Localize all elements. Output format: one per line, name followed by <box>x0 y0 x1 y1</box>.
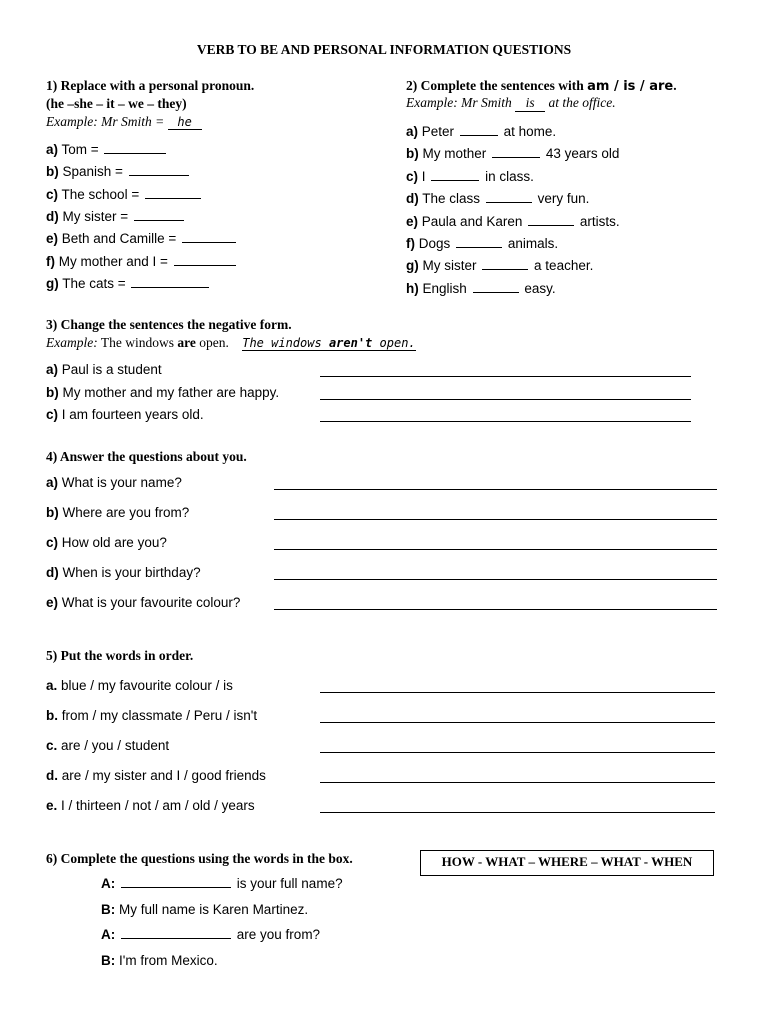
dialogue-text: are you from? <box>236 927 321 943</box>
example-answer <box>242 336 415 351</box>
question-item <box>46 505 189 520</box>
item-text-before: My mother <box>422 146 487 162</box>
item-letter: h) <box>406 280 419 296</box>
question-item <box>46 475 182 490</box>
item-text: Tom = <box>61 142 99 157</box>
item-text: blue / my favourite colour / is <box>61 678 233 693</box>
verb-item <box>406 214 620 229</box>
item-letter: d. <box>46 768 58 783</box>
verb-item <box>406 191 589 206</box>
item-text-before: Paula and Karen <box>421 213 523 229</box>
section-5-heading: 5) Put the words in order. <box>46 648 194 663</box>
example-answer: he <box>168 115 202 130</box>
item-letter: d) <box>406 191 419 207</box>
answer-line[interactable] <box>320 376 691 377</box>
answer-line[interactable] <box>320 782 715 783</box>
item-text: I am fourteen years old. <box>61 407 204 423</box>
item-text-after: very fun. <box>537 191 590 207</box>
item-letter: c) <box>46 186 59 202</box>
example-answer-a: The windows <box>242 336 329 350</box>
section-4-heading: 4) Answer the questions about you. <box>46 449 247 464</box>
speaker-label: B: <box>101 901 116 917</box>
answer-blank[interactable] <box>456 236 502 248</box>
item-text: The school = <box>61 186 140 202</box>
item-text: Spanish = <box>62 164 123 180</box>
pronoun-item <box>46 254 238 269</box>
item-text-after: 43 years old <box>545 146 620 162</box>
item-text-before: Peter <box>421 124 455 139</box>
answer-line[interactable] <box>320 399 691 400</box>
verb-item <box>406 281 556 296</box>
section-6-heading: 6) Complete the questions using the words in the box. <box>46 851 353 866</box>
item-letter: e) <box>46 231 59 247</box>
item-letter: d) <box>46 565 59 580</box>
item-letter: f) <box>406 236 415 251</box>
answer-blank[interactable] <box>131 276 209 288</box>
item-letter: a) <box>406 124 419 139</box>
answer-line[interactable] <box>320 692 715 693</box>
item-text: What is your favourite colour? <box>61 595 241 610</box>
item-text-after: a teacher. <box>534 258 594 274</box>
answer-blank[interactable] <box>134 209 184 221</box>
question-item <box>46 535 167 550</box>
example-text-a: The windows <box>97 335 178 350</box>
pronoun-item <box>46 164 191 179</box>
answer-blank[interactable] <box>104 142 166 154</box>
item-letter: a) <box>46 142 59 157</box>
answer-line[interactable] <box>274 549 717 550</box>
item-letter: c) <box>46 535 59 550</box>
order-item <box>46 738 169 753</box>
dialogue-text: is your full name? <box>236 876 343 891</box>
heading-words: am / is / are <box>587 79 674 94</box>
answer-line[interactable] <box>320 421 691 422</box>
pronoun-item <box>46 276 211 291</box>
item-text-before: The class <box>422 191 481 207</box>
example-text-b: at the office. <box>545 95 616 110</box>
answer-line[interactable] <box>320 722 715 723</box>
item-text: I / thirteen / not / am / old / years <box>61 798 255 813</box>
verb-item <box>406 124 556 139</box>
speaker-label: B: <box>101 953 116 969</box>
item-text-before: Dogs <box>418 236 451 251</box>
item-text-before: English <box>422 280 467 296</box>
answer-line[interactable] <box>320 812 715 813</box>
example-answer-b: open. <box>372 336 416 350</box>
section-1-pronouns: (he –she – it – we – they) <box>46 96 187 111</box>
pronoun-item <box>46 187 203 202</box>
answer-blank[interactable] <box>121 927 231 939</box>
page-title: VERB TO BE AND PERSONAL INFORMATION QUESTIONS <box>196 42 572 57</box>
question-item <box>46 565 201 580</box>
verb-item <box>406 236 558 251</box>
answer-blank[interactable] <box>431 169 479 181</box>
dialogue-line <box>101 927 320 942</box>
section-2-heading <box>406 78 677 94</box>
item-text: Where are you from? <box>62 505 190 520</box>
answer-line[interactable] <box>320 752 715 753</box>
order-item <box>46 798 255 813</box>
item-text: What is your name? <box>61 475 182 490</box>
item-letter: b) <box>406 146 419 162</box>
example-text-b: open. <box>195 335 229 350</box>
item-letter: e. <box>46 798 58 813</box>
section-3-heading: 3) Change the sentences the negative form. <box>46 317 292 332</box>
example-answer: is <box>515 95 545 112</box>
item-letter: c. <box>46 738 58 753</box>
item-text: How old are you? <box>61 535 167 550</box>
pronoun-item <box>46 209 186 224</box>
speaker-label: A: <box>101 927 116 943</box>
dialogue-line <box>101 953 218 968</box>
item-letter: e) <box>46 595 59 610</box>
item-text: are / you / student <box>61 738 170 753</box>
item-letter: b) <box>46 164 59 180</box>
item-text-after: easy. <box>524 280 556 296</box>
heading-end: . <box>673 78 677 93</box>
answer-blank[interactable] <box>129 164 189 176</box>
example-label: Example: Mr Smith = <box>46 114 168 129</box>
item-text: Beth and Camille = <box>61 231 177 247</box>
item-letter: b) <box>46 384 59 400</box>
order-item <box>46 678 233 693</box>
item-letter: c) <box>46 407 59 423</box>
dialogue-line <box>101 902 308 917</box>
item-text: My sister = <box>62 208 129 224</box>
answer-blank[interactable] <box>528 214 574 226</box>
heading-text: 2) Complete the sentences with <box>406 78 588 93</box>
item-text-after: in class. <box>485 168 534 184</box>
verb-item <box>406 258 593 273</box>
item-letter: e) <box>406 213 419 229</box>
answer-line[interactable] <box>274 519 717 520</box>
item-letter: f) <box>46 253 55 269</box>
answer-blank[interactable] <box>145 187 201 199</box>
answer-blank[interactable] <box>182 231 236 243</box>
example-label: Example: <box>46 335 98 350</box>
answer-line[interactable] <box>274 579 717 580</box>
order-item <box>46 708 257 723</box>
dialogue-line <box>101 876 343 891</box>
item-text-before: I <box>421 168 426 184</box>
item-letter: g) <box>46 275 59 291</box>
item-letter: b) <box>46 505 59 520</box>
question-item <box>46 595 240 610</box>
answer-blank[interactable] <box>460 124 498 136</box>
speaker-label: A: <box>101 876 116 891</box>
verb-item <box>406 146 619 161</box>
order-item <box>46 768 266 783</box>
section-2-example <box>406 95 616 112</box>
answer-blank[interactable] <box>492 146 540 158</box>
item-text: My mother and my father are happy. <box>62 384 280 400</box>
item-letter: g) <box>406 258 419 274</box>
item-text-after: at home. <box>503 124 557 139</box>
answer-blank[interactable] <box>482 258 528 270</box>
section-1-heading: 1) Replace with a personal pronoun. <box>46 78 255 93</box>
answer-blank[interactable] <box>486 191 532 203</box>
item-text: When is your birthday? <box>62 565 201 580</box>
item-text-after: artists. <box>579 213 620 229</box>
answer-line[interactable] <box>274 609 717 610</box>
item-letter: c) <box>406 168 419 184</box>
item-text: My mother and I = <box>58 253 168 269</box>
section-1-example <box>46 114 202 130</box>
item-text: are / my sister and I / good friends <box>61 768 266 783</box>
verb-item <box>406 169 534 184</box>
negative-item <box>46 385 279 400</box>
answer-blank[interactable] <box>174 254 236 266</box>
item-text-before: My sister <box>422 258 477 274</box>
example-bold: are <box>177 335 196 350</box>
example-answer-bold: aren't <box>328 336 373 350</box>
section-3-example <box>46 335 416 351</box>
dialogue-text: My full name is Karen Martinez. <box>119 901 309 917</box>
item-letter: a) <box>46 475 59 490</box>
negative-item <box>46 362 162 377</box>
item-text-after: animals. <box>507 236 559 251</box>
item-text: The cats = <box>62 275 126 291</box>
answer-blank[interactable] <box>121 876 231 888</box>
answer-line[interactable] <box>274 489 717 490</box>
item-letter: a. <box>46 678 58 693</box>
answer-blank[interactable] <box>473 281 519 293</box>
pronoun-item <box>46 142 168 157</box>
dialogue-text: I'm from Mexico. <box>119 953 218 969</box>
item-text: Paul is a student <box>61 362 162 377</box>
negative-item <box>46 407 204 422</box>
word-box: HOW - WHAT – WHERE – WHAT - WHEN <box>420 850 714 876</box>
example-text-a: Example: Mr Smith <box>406 95 516 110</box>
pronoun-item <box>46 231 238 246</box>
item-letter: b. <box>46 708 58 723</box>
item-text: from / my classmate / Peru / isn't <box>61 708 258 723</box>
item-letter: d) <box>46 208 59 224</box>
item-letter: a) <box>46 362 59 377</box>
